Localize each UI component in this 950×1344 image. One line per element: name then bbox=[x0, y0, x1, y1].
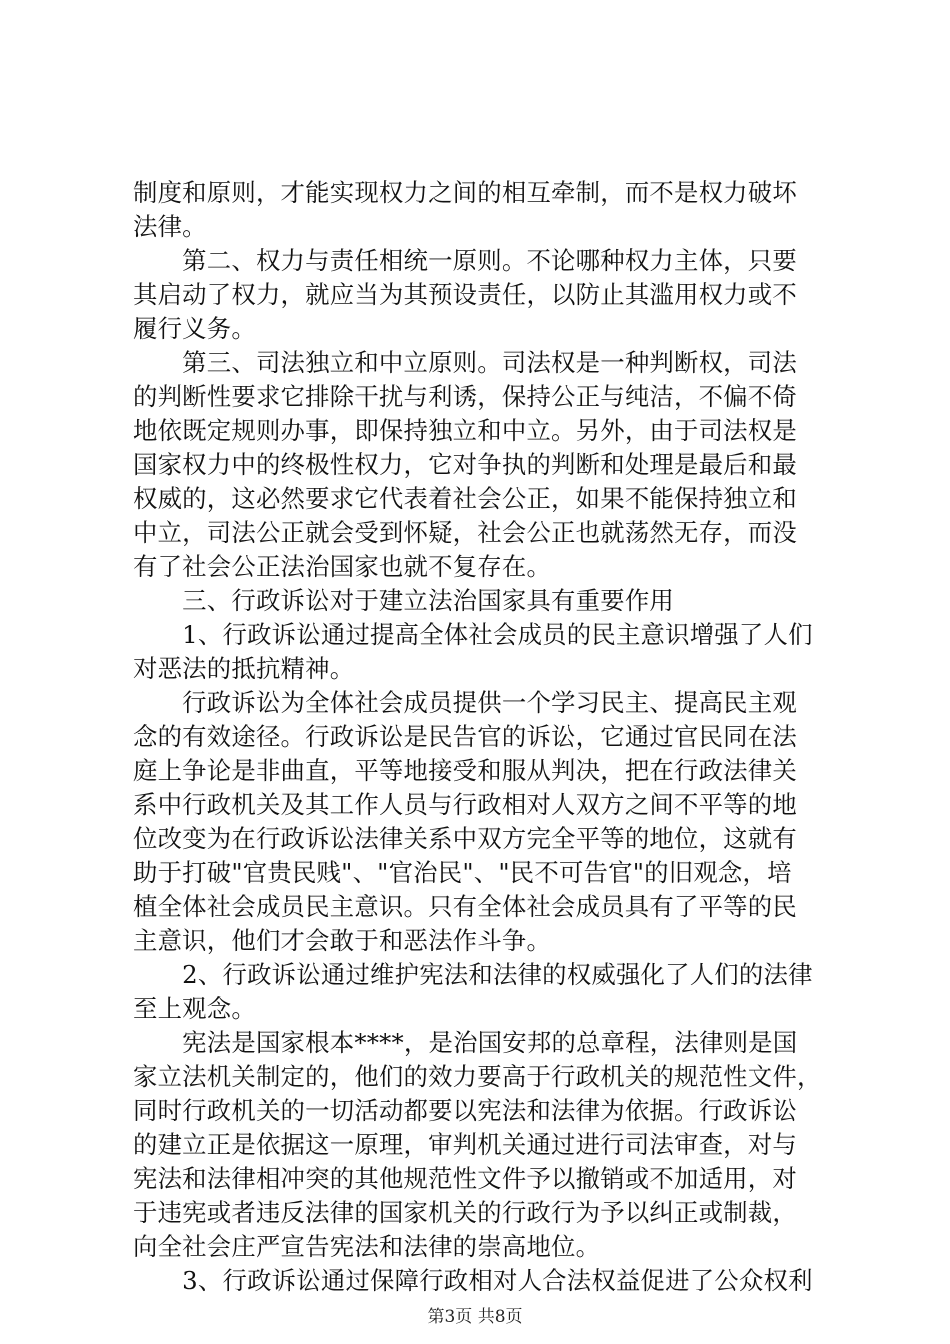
body-line: 宪法是国家根本****，是治国安邦的总章程，法律则是国 bbox=[133, 1028, 798, 1057]
body-line: 主意识，他们才会敢于和恶法作斗争。 bbox=[133, 926, 552, 955]
body-line: 权威的，这必然要求它代表着社会公正，如果不能保持独立和 bbox=[133, 484, 797, 513]
body-line: 系中行政机关及其工作人员与行政相对人双方之间不平等的地 bbox=[133, 790, 797, 819]
body-line: 助于打破"官贵民贱"、"官治民"、"民不可告官"的旧观念，培 bbox=[133, 858, 792, 887]
body-line: 履行义务。 bbox=[133, 314, 256, 343]
body-line: 念的有效途径。行政诉讼是民告官的诉讼，它通过官民同在法 bbox=[133, 722, 797, 751]
body-line: 法律。 bbox=[133, 212, 207, 241]
body-line: 位改变为在行政诉讼法律关系中双方完全平等的地位，这就有 bbox=[133, 824, 797, 853]
body-line: 至上观念。 bbox=[133, 994, 256, 1023]
body-line: 植全体社会成员民主意识。只有全体社会成员具有了平等的民 bbox=[133, 892, 797, 921]
body-line: 于违宪或者违反法律的国家机关的行政行为予以纠正或制裁， bbox=[133, 1198, 797, 1227]
body-line: 家立法机关制定的，他们的效力要高于行政机关的规范性文件， bbox=[133, 1062, 822, 1091]
body-line: 的建立正是依据这一原理，审判机关通过进行司法审查，对与 bbox=[133, 1130, 797, 1159]
body-line: 第二、权力与责任相统一原则。不论哪种权力主体，只要 bbox=[133, 246, 797, 275]
body-line: 中立，司法公正就会受到怀疑，社会公正也就荡然无存，而没 bbox=[133, 518, 797, 547]
body-line: 国家权力中的终极性权力，它对争执的判断和处理是最后和最 bbox=[133, 450, 797, 479]
body-line: 宪法和法律相冲突的其他规范性文件予以撤销或不加适用，对 bbox=[133, 1164, 797, 1193]
page-footer: 第3页 共8页 bbox=[427, 1307, 523, 1327]
section-heading: 三、行政诉讼对于建立法治国家具有重要作用 bbox=[133, 586, 674, 615]
body-line: 行政诉讼为全体社会成员提供一个学习民主、提高民主观 bbox=[133, 688, 797, 717]
body-line: 地依既定规则办事，即保持独立和中立。另外，由于司法权是 bbox=[133, 416, 797, 445]
body-line: 2、行政诉讼通过维护宪法和法律的权威强化了人们的法律 bbox=[133, 960, 813, 989]
body-line: 第三、司法独立和中立原则。司法权是一种判断权，司法 bbox=[133, 348, 797, 377]
body-line: 有了社会公正法治国家也就不复存在。 bbox=[133, 552, 552, 581]
body-line: 同时行政机关的一切活动都要以宪法和法律为依据。行政诉讼 bbox=[133, 1096, 797, 1125]
body-line: 其启动了权力，就应当为其预设责任，以防止其滥用权力或不 bbox=[133, 280, 797, 309]
body-line: 庭上争论是非曲直，平等地接受和服从判决，把在行政法律关 bbox=[133, 756, 797, 785]
body-line: 3、行政诉讼通过保障行政相对人合法权益促进了公众权利 bbox=[133, 1266, 813, 1295]
body-line: 的判断性要求它排除干扰与利诱，保持公正与纯洁，不偏不倚 bbox=[133, 382, 797, 411]
body-line: 制度和原则，才能实现权力之间的相互牵制，而不是权力破坏 bbox=[133, 178, 797, 207]
body-line: 1、行政诉讼通过提高全体社会成员的民主意识增强了人们 bbox=[133, 620, 813, 649]
body-line: 向全社会庄严宣告宪法和法律的崇高地位。 bbox=[133, 1232, 601, 1261]
body-line: 对恶法的抵抗精神。 bbox=[133, 654, 355, 683]
